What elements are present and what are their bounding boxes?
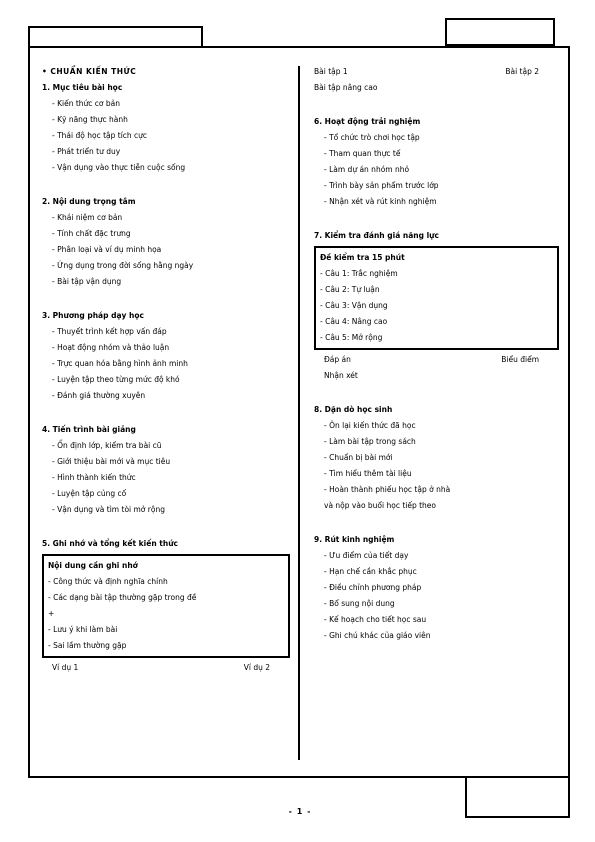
- section-heading: 8. Dặn dò học sinh: [314, 405, 393, 414]
- box-line: - Công thức và định nghĩa chính: [48, 577, 168, 586]
- list-item: - Điều chỉnh phương pháp: [324, 583, 422, 592]
- box-footer: [42, 660, 290, 676]
- list-item: - Vận dụng và tìm tòi mở rộng: [52, 505, 165, 514]
- list-item: - Luyện tập củng cố: [52, 489, 127, 498]
- footer-item: Ví dụ 1: [52, 663, 79, 672]
- list-item: - Tìm hiểu thêm tài liệu: [324, 469, 412, 478]
- list-item: - Ổn định lớp, kiểm tra bài cũ: [52, 441, 162, 450]
- list-item: - Kỹ năng thực hành: [52, 115, 128, 124]
- section-heading: 2. Nội dung trọng tâm: [42, 197, 136, 206]
- section-heading: 5. Ghi nhớ và tổng kết kiến thức: [42, 539, 178, 548]
- box-line: Nội dung cần ghi nhớ: [48, 561, 138, 570]
- section-9: [314, 532, 559, 644]
- box-footer: [314, 352, 559, 368]
- section-8: [314, 402, 559, 514]
- top-lines: [314, 64, 559, 80]
- top-item: Bài tập nâng cao: [314, 83, 378, 92]
- list-item: - Giới thiệu bài mới và mục tiêu: [52, 457, 171, 466]
- box-line: - Câu 2: Tự luận: [320, 285, 380, 294]
- list-item: - Tham quan thực tế: [324, 149, 401, 158]
- footer-item: Biểu điểm: [501, 355, 539, 364]
- list-item: - Luyện tập theo từng mức độ khó: [52, 375, 180, 384]
- section-heading: 9. Rút kinh nghiệm: [314, 535, 395, 544]
- page-number: - 1 -: [288, 807, 312, 816]
- section-3: [42, 308, 290, 404]
- list-item: và nộp vào buổi học tiếp theo: [324, 501, 437, 510]
- box-line: - Các dạng bài tập thường gặp trong đề: [48, 593, 197, 602]
- list-item: - Làm dự án nhóm nhỏ: [324, 165, 410, 174]
- top-item: Bài tập 1: [314, 67, 348, 76]
- section-6: [314, 114, 559, 210]
- list-item: - Hình thành kiến thức: [52, 473, 136, 482]
- list-item: - Trình bày sản phẩm trước lớp: [324, 181, 439, 190]
- document-title: • CHUẨN KIẾN THỨC: [42, 67, 137, 76]
- list-item: - Trực quan hóa bằng hình ảnh minh: [52, 359, 188, 368]
- summary-box: [42, 554, 290, 658]
- list-item: - Thái độ học tập tích cực: [52, 131, 148, 140]
- list-item: - Hoàn thành phiếu học tập ở nhà: [324, 485, 451, 494]
- box-line: - Sai lầm thường gặp: [48, 641, 127, 650]
- footer-item: Ví dụ 2: [243, 663, 270, 672]
- section-4: [42, 422, 290, 518]
- header-tab-right: [445, 18, 555, 46]
- list-item: - Khái niệm cơ bản: [52, 213, 123, 222]
- section-1: [42, 80, 290, 176]
- list-item: - Thuyết trình kết hợp vấn đáp: [52, 327, 167, 336]
- list-item: - Vận dụng vào thực tiễn cuộc sống: [52, 163, 186, 172]
- list-item: - Hoạt động nhóm và thảo luận: [52, 343, 170, 352]
- list-item: - Ôn lại kiến thức đã học: [324, 421, 416, 430]
- box-line: - Câu 5: Mở rộng: [320, 333, 383, 342]
- list-item: - Ứng dụng trong đời sống hằng ngày: [52, 261, 194, 270]
- box-line: Đề kiểm tra 15 phút: [320, 253, 405, 262]
- section-heading: 3. Phương pháp dạy học: [42, 311, 144, 320]
- box-line: - Câu 3: Vận dụng: [320, 301, 388, 310]
- list-item: - Ưu điểm của tiết dạy: [324, 551, 409, 560]
- list-item: - Tính chất đặc trưng: [52, 229, 131, 238]
- column-divider: [298, 66, 300, 760]
- section-heading: 4. Tiến trình bài giảng: [42, 425, 136, 434]
- footer-box: [465, 778, 570, 818]
- list-item: - Phát triển tư duy: [52, 147, 121, 156]
- assessment-box: [314, 246, 559, 350]
- list-item: - Nhận xét và rút kinh nghiệm: [324, 197, 437, 206]
- list-item: - Bổ sung nội dung: [324, 599, 395, 608]
- footer-item: Đáp án: [324, 355, 351, 364]
- header-tab-left: [28, 26, 203, 48]
- list-item: - Hạn chế cần khắc phục: [324, 567, 417, 576]
- left-column: [42, 64, 290, 676]
- list-item: - Bài tập vận dụng: [52, 277, 122, 286]
- list-item: - Đánh giá thường xuyên: [52, 391, 146, 400]
- section-heading: 7. Kiểm tra đánh giá năng lực: [314, 231, 439, 240]
- section-2: [42, 194, 290, 290]
- list-item: - Kế hoạch cho tiết học sau: [324, 615, 427, 624]
- list-item: - Tổ chức trò chơi học tập: [324, 133, 420, 142]
- list-item: - Chuẩn bị bài mới: [324, 453, 393, 462]
- list-item: - Phân loại và ví dụ minh họa: [52, 245, 162, 254]
- box-line: - Câu 1: Trắc nghiệm: [320, 269, 398, 278]
- right-column: [314, 64, 559, 662]
- list-item: - Làm bài tập trong sách: [324, 437, 416, 446]
- list-item: - Kiến thức cơ bản: [52, 99, 121, 108]
- section-heading: 6. Hoạt động trải nghiệm: [314, 117, 421, 126]
- section-5: [42, 536, 290, 676]
- footer-item: Nhận xét: [324, 371, 358, 380]
- section-heading: 1. Mục tiêu bài học: [42, 83, 123, 92]
- box-line: - Lưu ý khi làm bài: [48, 625, 118, 634]
- box-line: +: [48, 609, 55, 618]
- box-line: - Câu 4: Nâng cao: [320, 317, 388, 326]
- top-item: Bài tập 2: [505, 67, 539, 76]
- list-item: - Ghi chú khác của giáo viên: [324, 631, 431, 640]
- section-7: [314, 228, 559, 384]
